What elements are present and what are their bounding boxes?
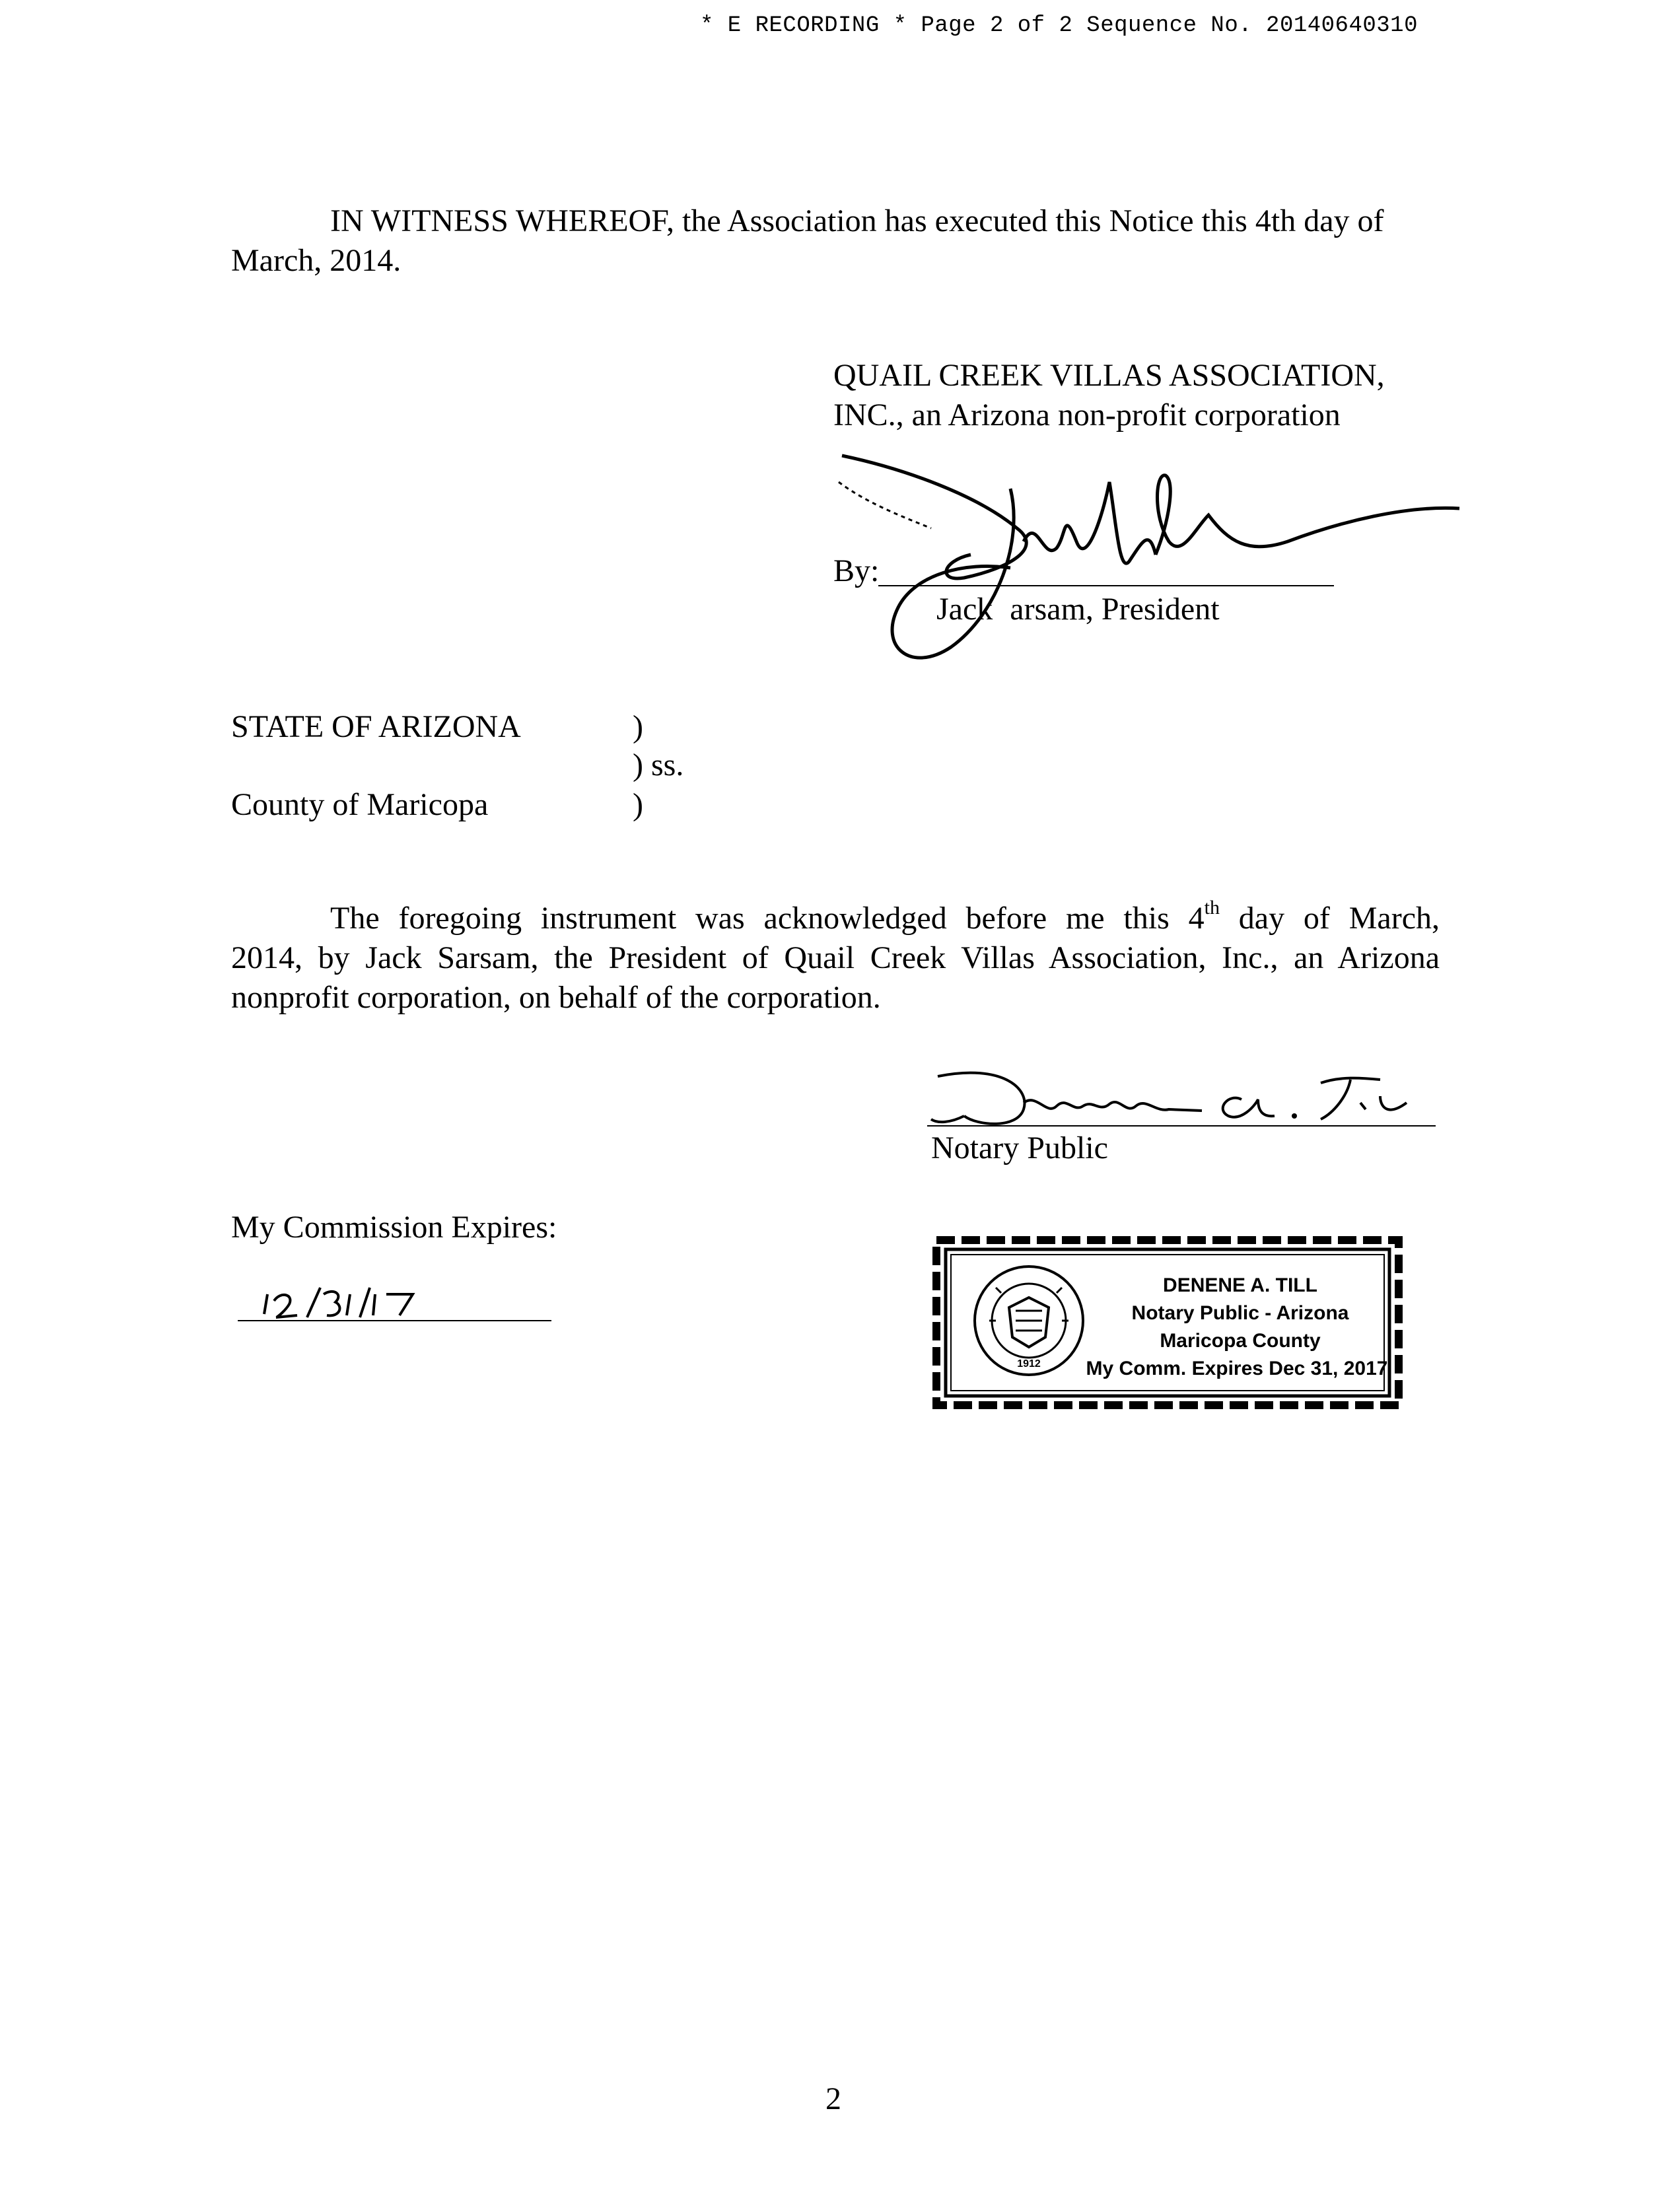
page-number: 2 (825, 2081, 841, 2116)
president-signature (825, 442, 1473, 680)
stamp-expiration: My Comm. Expires Dec 31, 2017 (1086, 1358, 1388, 1379)
commission-label: My Commission Expires: (231, 1210, 557, 1245)
ack-line1-part2: day of March, (1219, 901, 1440, 936)
state-seal (969, 1261, 1088, 1380)
acknowledgment-line-2: 2014, by Jack Sarsam, the President of Quail Creek Villas Association, Inc., an Arizona (231, 940, 1440, 975)
notary-signature-line (927, 1125, 1436, 1127)
stamp-notary-name: DENENE A. TILL (1163, 1274, 1317, 1296)
commission-date-handwritten (238, 1281, 555, 1334)
witness-line-1: IN WITNESS WHEREOF, the Association has executed this Notice this 4th day of (330, 203, 1384, 238)
stamp-notary-title: Notary Public - Arizona (1131, 1302, 1349, 1324)
ack-line1-part1: The foregoing instrument was acknowledged before me this 4 (330, 901, 1205, 936)
stamp-county: Maricopa County (1160, 1330, 1321, 1352)
org-name-line-1: QUAIL CREEK VILLAS ASSOCIATION, (833, 358, 1385, 393)
venue-county: County of Maricopa (231, 787, 489, 822)
by-label: By: (833, 553, 880, 588)
acknowledgment-line-1 (330, 899, 1440, 938)
witness-line-2: March, 2014. (231, 243, 402, 278)
signer-name-title (936, 590, 1220, 629)
ack-ordinal-suffix: th (1204, 897, 1220, 919)
venue-ss: ) ss. (633, 747, 684, 782)
notary-title: Notary Public (931, 1130, 1108, 1165)
venue-paren-1: ) (633, 709, 643, 744)
venue-state: STATE OF ARIZONA (231, 709, 521, 744)
svg-text:1912: 1912 (1017, 1358, 1041, 1370)
president-signature-line (878, 585, 1334, 586)
notary-stamp (930, 1233, 1405, 1412)
signer-first-name: Jack (936, 592, 1001, 627)
org-name-line-2: INC., an Arizona non-profit corporation (833, 398, 1341, 433)
acknowledgment-line-3: nonprofit corporation, on behalf of the corporation. (231, 980, 881, 1015)
venue-paren-3: ) (633, 787, 643, 822)
recording-header: * E RECORDING * Page 2 of 2 Sequence No. 20140640310 (700, 13, 1418, 38)
signer-name-rest: arsam, President (1010, 592, 1220, 627)
